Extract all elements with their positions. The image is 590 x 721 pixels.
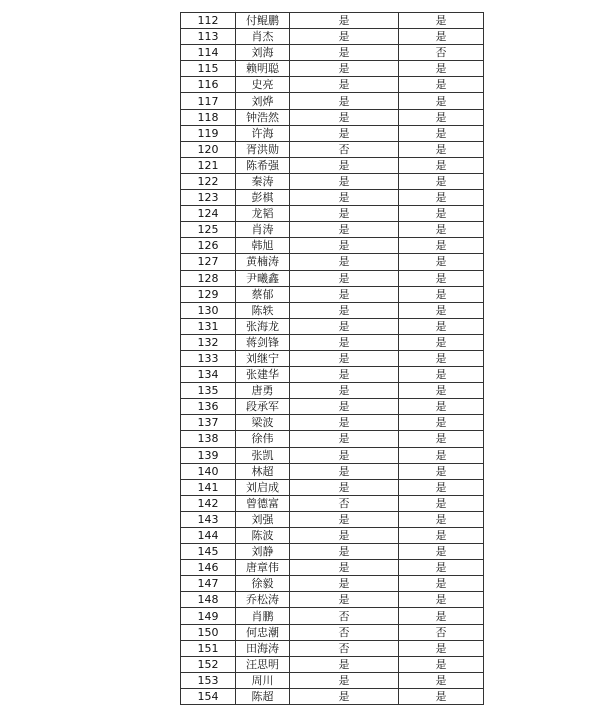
status-a-cell: 是 bbox=[290, 431, 399, 447]
status-b-cell: 是 bbox=[399, 270, 484, 286]
person-name-cell: 史亮 bbox=[236, 77, 290, 93]
status-a-cell: 否 bbox=[290, 640, 399, 656]
status-a-cell: 是 bbox=[290, 109, 399, 125]
row-number-cell: 126 bbox=[181, 238, 236, 254]
row-number-cell: 148 bbox=[181, 592, 236, 608]
row-number-cell: 153 bbox=[181, 672, 236, 688]
table-row bbox=[181, 592, 484, 608]
person-name-cell: 陈波 bbox=[236, 528, 290, 544]
table-row bbox=[181, 544, 484, 560]
row-number-cell: 114 bbox=[181, 45, 236, 61]
person-name-cell: 汪思明 bbox=[236, 656, 290, 672]
table-row bbox=[181, 238, 484, 254]
status-a-cell: 否 bbox=[290, 608, 399, 624]
status-a-cell: 是 bbox=[290, 93, 399, 109]
row-number-cell: 125 bbox=[181, 222, 236, 238]
person-name-cell: 付鲲鹏 bbox=[236, 13, 290, 29]
status-a-cell: 是 bbox=[290, 576, 399, 592]
row-number-cell: 145 bbox=[181, 544, 236, 560]
table-row bbox=[181, 141, 484, 157]
status-b-cell: 是 bbox=[399, 592, 484, 608]
row-number-cell: 154 bbox=[181, 688, 236, 704]
status-b-cell: 是 bbox=[399, 238, 484, 254]
status-a-cell: 是 bbox=[290, 173, 399, 189]
status-b-cell: 是 bbox=[399, 157, 484, 173]
table-row bbox=[181, 399, 484, 415]
table-row bbox=[181, 190, 484, 206]
status-b-cell: 是 bbox=[399, 93, 484, 109]
row-number-cell: 130 bbox=[181, 302, 236, 318]
status-a-cell: 是 bbox=[290, 190, 399, 206]
status-a-cell: 是 bbox=[290, 463, 399, 479]
status-b-cell: 是 bbox=[399, 560, 484, 576]
table-row bbox=[181, 367, 484, 383]
person-name-cell: 黄楠涛 bbox=[236, 254, 290, 270]
status-b-cell: 是 bbox=[399, 479, 484, 495]
person-name-cell: 肖杰 bbox=[236, 29, 290, 45]
person-name-cell: 刘继宁 bbox=[236, 350, 290, 366]
row-number-cell: 136 bbox=[181, 399, 236, 415]
row-number-cell: 138 bbox=[181, 431, 236, 447]
row-number-cell: 152 bbox=[181, 656, 236, 672]
person-name-cell: 林超 bbox=[236, 463, 290, 479]
table-row bbox=[181, 560, 484, 576]
row-number-cell: 133 bbox=[181, 350, 236, 366]
row-number-cell: 149 bbox=[181, 608, 236, 624]
status-b-cell: 是 bbox=[399, 656, 484, 672]
status-a-cell: 是 bbox=[290, 61, 399, 77]
status-a-cell: 是 bbox=[290, 157, 399, 173]
status-b-cell: 否 bbox=[399, 45, 484, 61]
table-row bbox=[181, 495, 484, 511]
row-number-cell: 115 bbox=[181, 61, 236, 77]
status-b-cell: 是 bbox=[399, 544, 484, 560]
status-a-cell: 是 bbox=[290, 479, 399, 495]
table-row bbox=[181, 350, 484, 366]
row-number-cell: 120 bbox=[181, 141, 236, 157]
row-number-cell: 116 bbox=[181, 77, 236, 93]
row-number-cell: 147 bbox=[181, 576, 236, 592]
status-b-cell: 是 bbox=[399, 109, 484, 125]
person-name-cell: 张海龙 bbox=[236, 318, 290, 334]
status-a-cell: 是 bbox=[290, 270, 399, 286]
status-b-cell: 是 bbox=[399, 77, 484, 93]
row-number-cell: 141 bbox=[181, 479, 236, 495]
person-name-cell: 张建华 bbox=[236, 367, 290, 383]
person-name-cell: 田海涛 bbox=[236, 640, 290, 656]
person-name-cell: 刘启成 bbox=[236, 479, 290, 495]
status-b-cell: 是 bbox=[399, 302, 484, 318]
row-number-cell: 123 bbox=[181, 190, 236, 206]
row-number-cell: 112 bbox=[181, 13, 236, 29]
status-a-cell: 是 bbox=[290, 672, 399, 688]
row-number-cell: 122 bbox=[181, 173, 236, 189]
status-b-cell: 是 bbox=[399, 447, 484, 463]
status-a-cell: 否 bbox=[290, 624, 399, 640]
person-name-cell: 刘强 bbox=[236, 511, 290, 527]
table-row bbox=[181, 93, 484, 109]
person-name-cell: 韩旭 bbox=[236, 238, 290, 254]
status-b-cell: 是 bbox=[399, 125, 484, 141]
person-name-cell: 赖明聪 bbox=[236, 61, 290, 77]
table-row bbox=[181, 109, 484, 125]
table-row bbox=[181, 173, 484, 189]
status-a-cell: 是 bbox=[290, 318, 399, 334]
person-name-cell: 彭棋 bbox=[236, 190, 290, 206]
table-row bbox=[181, 640, 484, 656]
person-name-cell: 徐伟 bbox=[236, 431, 290, 447]
person-name-cell: 乔松涛 bbox=[236, 592, 290, 608]
table-row bbox=[181, 286, 484, 302]
status-a-cell: 是 bbox=[290, 77, 399, 93]
table-row bbox=[181, 383, 484, 399]
person-name-cell: 尹曦鑫 bbox=[236, 270, 290, 286]
status-a-cell: 否 bbox=[290, 141, 399, 157]
status-a-cell: 是 bbox=[290, 592, 399, 608]
table-row bbox=[181, 431, 484, 447]
person-name-cell: 刘静 bbox=[236, 544, 290, 560]
row-number-cell: 124 bbox=[181, 206, 236, 222]
status-a-cell: 是 bbox=[290, 656, 399, 672]
person-name-cell: 龙韬 bbox=[236, 206, 290, 222]
row-number-cell: 150 bbox=[181, 624, 236, 640]
person-name-cell: 梁波 bbox=[236, 415, 290, 431]
row-number-cell: 146 bbox=[181, 560, 236, 576]
status-b-cell: 是 bbox=[399, 334, 484, 350]
status-b-cell: 是 bbox=[399, 29, 484, 45]
person-name-cell: 秦涛 bbox=[236, 173, 290, 189]
row-number-cell: 139 bbox=[181, 447, 236, 463]
row-number-cell: 134 bbox=[181, 367, 236, 383]
person-name-cell: 陈希强 bbox=[236, 157, 290, 173]
person-name-cell: 许海 bbox=[236, 125, 290, 141]
table-row bbox=[181, 125, 484, 141]
person-name-cell: 胥洪勋 bbox=[236, 141, 290, 157]
row-number-cell: 144 bbox=[181, 528, 236, 544]
status-b-cell: 是 bbox=[399, 13, 484, 29]
person-name-cell: 蒋剑锋 bbox=[236, 334, 290, 350]
status-b-cell: 是 bbox=[399, 254, 484, 270]
status-b-cell: 是 bbox=[399, 383, 484, 399]
status-b-cell: 是 bbox=[399, 222, 484, 238]
status-a-cell: 是 bbox=[290, 286, 399, 302]
status-b-cell: 是 bbox=[399, 206, 484, 222]
row-number-cell: 143 bbox=[181, 511, 236, 527]
status-a-cell: 是 bbox=[290, 367, 399, 383]
table-row bbox=[181, 77, 484, 93]
status-a-cell: 是 bbox=[290, 334, 399, 350]
person-name-cell: 蔡郁 bbox=[236, 286, 290, 302]
person-name-cell: 陈轶 bbox=[236, 302, 290, 318]
status-b-cell: 是 bbox=[399, 640, 484, 656]
status-b-cell: 是 bbox=[399, 367, 484, 383]
row-number-cell: 113 bbox=[181, 29, 236, 45]
status-a-cell: 是 bbox=[290, 399, 399, 415]
row-number-cell: 121 bbox=[181, 157, 236, 173]
status-b-cell: 否 bbox=[399, 624, 484, 640]
row-number-cell: 129 bbox=[181, 286, 236, 302]
status-b-cell: 是 bbox=[399, 173, 484, 189]
status-a-cell: 是 bbox=[290, 302, 399, 318]
status-a-cell: 是 bbox=[290, 238, 399, 254]
table-row bbox=[181, 318, 484, 334]
table-row bbox=[181, 463, 484, 479]
person-name-cell: 肖涛 bbox=[236, 222, 290, 238]
table-row bbox=[181, 415, 484, 431]
row-number-cell: 132 bbox=[181, 334, 236, 350]
status-a-cell: 是 bbox=[290, 688, 399, 704]
status-b-cell: 是 bbox=[399, 528, 484, 544]
row-number-cell: 128 bbox=[181, 270, 236, 286]
person-name-cell: 陈超 bbox=[236, 688, 290, 704]
table-row bbox=[181, 302, 484, 318]
status-a-cell: 是 bbox=[290, 415, 399, 431]
row-number-cell: 142 bbox=[181, 495, 236, 511]
person-name-cell: 徐毅 bbox=[236, 576, 290, 592]
row-number-cell: 119 bbox=[181, 125, 236, 141]
status-a-cell: 是 bbox=[290, 544, 399, 560]
table-row bbox=[181, 479, 484, 495]
status-b-cell: 是 bbox=[399, 672, 484, 688]
status-b-cell: 是 bbox=[399, 463, 484, 479]
status-a-cell: 是 bbox=[290, 13, 399, 29]
table-row bbox=[181, 447, 484, 463]
status-a-cell: 是 bbox=[290, 125, 399, 141]
table-row bbox=[181, 624, 484, 640]
status-a-cell: 是 bbox=[290, 29, 399, 45]
table-row bbox=[181, 206, 484, 222]
status-b-cell: 是 bbox=[399, 61, 484, 77]
row-number-cell: 127 bbox=[181, 254, 236, 270]
status-b-cell: 是 bbox=[399, 190, 484, 206]
status-b-cell: 是 bbox=[399, 141, 484, 157]
person-name-cell: 何忠潮 bbox=[236, 624, 290, 640]
table-row bbox=[181, 528, 484, 544]
person-name-cell: 唐勇 bbox=[236, 383, 290, 399]
table-row bbox=[181, 270, 484, 286]
table-row bbox=[181, 688, 484, 704]
row-number-cell: 151 bbox=[181, 640, 236, 656]
table-row bbox=[181, 511, 484, 527]
table-row bbox=[181, 672, 484, 688]
status-a-cell: 是 bbox=[290, 447, 399, 463]
person-name-cell: 张凯 bbox=[236, 447, 290, 463]
row-number-cell: 118 bbox=[181, 109, 236, 125]
roster-table-body bbox=[181, 13, 484, 705]
status-a-cell: 是 bbox=[290, 222, 399, 238]
table-row bbox=[181, 576, 484, 592]
status-a-cell: 是 bbox=[290, 511, 399, 527]
status-b-cell: 是 bbox=[399, 415, 484, 431]
table-row bbox=[181, 157, 484, 173]
person-name-cell: 周川 bbox=[236, 672, 290, 688]
table-row bbox=[181, 13, 484, 29]
status-b-cell: 是 bbox=[399, 511, 484, 527]
status-a-cell: 是 bbox=[290, 528, 399, 544]
status-b-cell: 是 bbox=[399, 576, 484, 592]
status-a-cell: 是 bbox=[290, 560, 399, 576]
table-row bbox=[181, 608, 484, 624]
row-number-cell: 131 bbox=[181, 318, 236, 334]
status-b-cell: 是 bbox=[399, 399, 484, 415]
row-number-cell: 135 bbox=[181, 383, 236, 399]
status-b-cell: 是 bbox=[399, 286, 484, 302]
status-a-cell: 是 bbox=[290, 383, 399, 399]
table-row bbox=[181, 45, 484, 61]
person-name-cell: 刘烨 bbox=[236, 93, 290, 109]
person-name-cell: 刘海 bbox=[236, 45, 290, 61]
table-row bbox=[181, 656, 484, 672]
status-b-cell: 是 bbox=[399, 350, 484, 366]
table-row bbox=[181, 334, 484, 350]
table-row bbox=[181, 61, 484, 77]
status-a-cell: 是 bbox=[290, 254, 399, 270]
status-b-cell: 是 bbox=[399, 495, 484, 511]
person-name-cell: 段承军 bbox=[236, 399, 290, 415]
row-number-cell: 137 bbox=[181, 415, 236, 431]
row-number-cell: 140 bbox=[181, 463, 236, 479]
status-b-cell: 是 bbox=[399, 431, 484, 447]
person-name-cell: 钟浩然 bbox=[236, 109, 290, 125]
row-number-cell: 117 bbox=[181, 93, 236, 109]
roster-table bbox=[180, 12, 484, 705]
status-a-cell: 是 bbox=[290, 350, 399, 366]
person-name-cell: 唐章伟 bbox=[236, 560, 290, 576]
table-row bbox=[181, 222, 484, 238]
status-a-cell: 是 bbox=[290, 45, 399, 61]
status-b-cell: 是 bbox=[399, 318, 484, 334]
person-name-cell: 肖鹏 bbox=[236, 608, 290, 624]
table-row bbox=[181, 29, 484, 45]
person-name-cell: 曾德富 bbox=[236, 495, 290, 511]
status-b-cell: 是 bbox=[399, 608, 484, 624]
table-row bbox=[181, 254, 484, 270]
status-a-cell: 否 bbox=[290, 495, 399, 511]
status-b-cell: 是 bbox=[399, 688, 484, 704]
status-a-cell: 是 bbox=[290, 206, 399, 222]
